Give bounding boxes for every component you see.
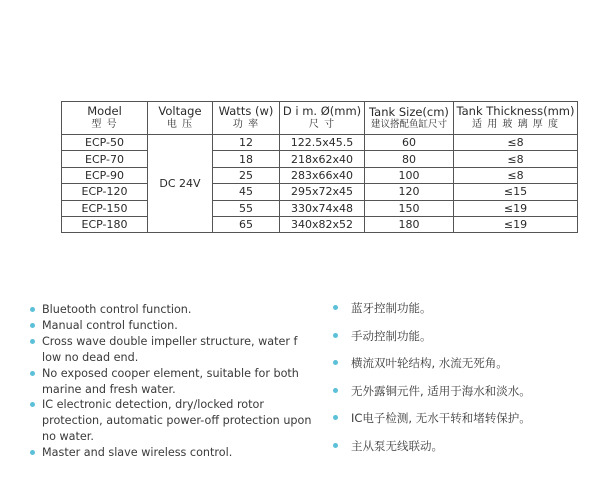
feature-text: 横流双叶轮结构, 水流无死角。 [351,356,508,370]
list-item [333,438,583,466]
header-tank-thickness: Tank Thickness(mm) 适 用 玻 璃 厚 度 [454,102,578,135]
bullet-dot-icon [30,402,35,407]
cell-dimension: 295x72x45 [280,184,365,200]
feature-list-cn [333,300,583,465]
feature-text: IC electronic detection, dry/locked rotor protection, automatic power-off protection upon no water. [42,398,312,444]
feature-text: Bluetooth control function. [42,303,192,316]
bullet-dot-icon [30,339,35,344]
feature-text: 蓝牙控制功能。 [351,301,432,315]
cell-thickness: ≤15 [454,184,578,200]
cell-model: ECP-150 [62,200,148,216]
cell-model: ECP-50 [62,135,148,151]
bullet-dot-icon [333,443,338,448]
bullet-dot-icon [30,323,35,328]
list-item [333,410,583,438]
cell-dimension: 330x74x48 [280,200,365,216]
feature-text: 手动控制功能。 [351,328,432,343]
cell-watts: 65 [213,216,280,232]
cell-thickness: ≤19 [454,216,578,232]
cell-tank-size: 180 [365,216,454,232]
table-row [62,135,578,151]
table-header-row [62,102,578,135]
cell-tank-size: 80 [365,151,454,167]
feature-text: Master and slave wireless control. [42,446,233,460]
cell-thickness: ≤8 [454,151,578,167]
bullet-dot-icon [333,333,338,338]
header-watts: Watts (w) 功 率 [213,102,280,135]
feature-text: No exposed cooper element, suitable for both marine and fresh water. [42,366,299,396]
list-item [333,300,583,328]
cell-dimension: 283x66x40 [280,167,365,183]
bullet-dot-icon [30,307,35,312]
list-item [30,318,315,334]
cell-model: ECP-70 [62,151,148,167]
bullet-dot-icon [30,371,35,376]
spec-table [61,101,578,233]
header-model: Model 型 号 [62,102,148,135]
cell-model: ECP-180 [62,216,148,232]
feature-text: IC电子检测, 无水干转和堵转保护。 [351,411,531,425]
list-item [30,445,315,461]
table-row [62,167,578,183]
bullet-dot-icon [30,450,35,455]
cell-tank-size: 60 [365,135,454,151]
feature-text: Cross wave double impeller structure, water f low no dead end. [42,334,298,364]
bullet-dot-icon [333,305,338,310]
cell-watts: 55 [213,200,280,216]
cell-model: ECP-90 [62,167,148,183]
table-row [62,216,578,232]
list-item [333,383,583,411]
bullet-dot-icon [333,415,338,420]
list-item [30,334,315,366]
cell-watts: 25 [213,167,280,183]
list-item [30,366,315,398]
list-item [333,355,583,383]
feature-text: Manual control function. [42,318,178,332]
table-row [62,151,578,167]
cell-tank-size: 120 [365,184,454,200]
feature-text: 主从泵无线联动。 [351,438,443,453]
cell-thickness: ≤19 [454,200,578,216]
feature-text: 无外露铜元件, 适用于海水和淡水。 [351,383,531,398]
header-tank-size: Tank Size(cm) 建议搭配鱼缸尺寸 [365,102,454,135]
cell-dimension: 122.5x45.5 [280,135,365,151]
list-item [333,328,583,356]
bullet-dot-icon [333,388,338,393]
header-dimension: D i m. Ø(mm) 尺 寸 [280,102,365,135]
table-row [62,184,578,200]
header-voltage: Voltage 电 压 [148,102,213,135]
cell-voltage: DC 24V [148,135,213,233]
cell-model: ECP-120 [62,184,148,200]
feature-list-en [30,302,315,461]
cell-watts: 12 [213,135,280,151]
table-row [62,200,578,216]
list-item [30,302,315,318]
cell-tank-size: 150 [365,200,454,216]
cell-watts: 45 [213,184,280,200]
cell-thickness: ≤8 [454,135,578,151]
cell-dimension: 340x82x52 [280,216,365,232]
list-item [30,397,315,445]
cell-dimension: 218x62x40 [280,151,365,167]
cell-thickness: ≤8 [454,167,578,183]
cell-tank-size: 100 [365,167,454,183]
cell-watts: 18 [213,151,280,167]
bullet-dot-icon [333,360,338,365]
